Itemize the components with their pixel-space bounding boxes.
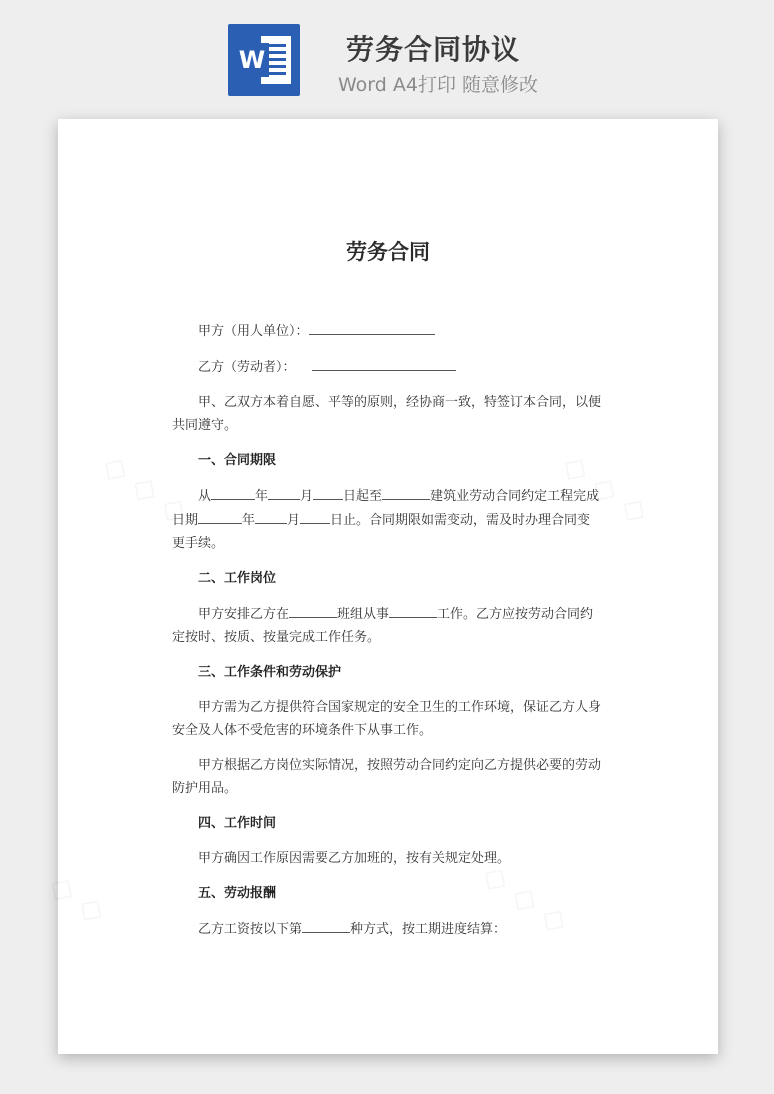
party-a-blank[interactable]	[309, 319, 435, 335]
project-blank[interactable]	[382, 484, 430, 500]
document-body	[172, 319, 602, 941]
end-year-blank[interactable]	[198, 508, 242, 524]
watermark	[43, 865, 114, 931]
text-from: 从	[198, 489, 212, 504]
party-b-line	[172, 355, 602, 379]
text-arrange: 甲方安排乙方在	[198, 607, 290, 622]
party-a-line	[172, 319, 602, 343]
word-document-icon	[228, 24, 300, 96]
section-2-text	[172, 602, 602, 649]
end-day-blank[interactable]	[300, 508, 330, 524]
end-month-blank[interactable]	[255, 508, 287, 524]
text-month: 月	[300, 489, 314, 504]
party-b-blank[interactable]	[312, 355, 456, 371]
word-icon-letter: W	[235, 43, 269, 77]
text-year: 年	[242, 513, 256, 528]
section-3-text-2: 甲方根据乙方岗位实际情况，按照劳动合同约定向乙方提供必要的劳动防护用品。	[172, 758, 602, 796]
text-month: 月	[287, 513, 301, 528]
section-3-heading: 三、工作条件和劳动保护	[198, 665, 342, 680]
header-banner	[0, 0, 774, 110]
section-1-text	[172, 484, 602, 555]
section-3-text-1: 甲方需为乙方提供符合国家规定的安全卫生的工作环境，保证乙方人身安全及人体不受危害的环境条件下从事工作。	[172, 700, 602, 738]
start-month-blank[interactable]	[268, 484, 300, 500]
banner-subtitle: Word A4打印 随意修改	[337, 74, 538, 96]
section-1-heading: 一、合同期限	[198, 453, 277, 468]
start-year-blank[interactable]	[211, 484, 255, 500]
text-method: 种方式，按工期进度结算：	[350, 922, 507, 937]
section-5-text	[172, 917, 602, 941]
section-4-text: 甲方确因工作原因需要乙方加班的，按有关规定处理。	[198, 851, 511, 866]
section-2-heading: 二、工作岗位	[198, 571, 277, 586]
document-title: 劳务合同	[346, 240, 430, 264]
section-4-heading: 四、工作时间	[198, 816, 277, 831]
start-day-blank[interactable]	[313, 484, 343, 500]
section-5-heading: 五、劳动报酬	[198, 886, 277, 901]
text-day-until: 日起至	[343, 489, 383, 504]
document-page	[58, 119, 718, 1054]
party-b-label: 乙方（劳动者）：	[198, 360, 296, 375]
job-blank[interactable]	[389, 602, 437, 618]
preamble: 甲、乙双方本着自愿、平等的原则，经协商一致，特签订本合同，以便共同遵守。	[172, 395, 602, 433]
party-a-label: 甲方（用人单位）：	[198, 324, 309, 339]
text-year: 年	[255, 489, 269, 504]
text-wage: 乙方工资按以下第	[198, 922, 303, 937]
method-blank[interactable]	[302, 917, 350, 933]
banner-title: 劳务合同协议	[345, 33, 520, 66]
text-completion: 建筑业劳动合同约定工程完成日期	[172, 489, 600, 528]
text-end: 日止。合同期限如需变动，需及时办理合同变更手续。	[172, 513, 591, 551]
text-work: 工作。乙方应按劳动合同约定按时、按质、按量完成工作任务。	[172, 607, 594, 645]
team-blank[interactable]	[289, 602, 337, 618]
text-team: 班组从事	[337, 607, 390, 622]
